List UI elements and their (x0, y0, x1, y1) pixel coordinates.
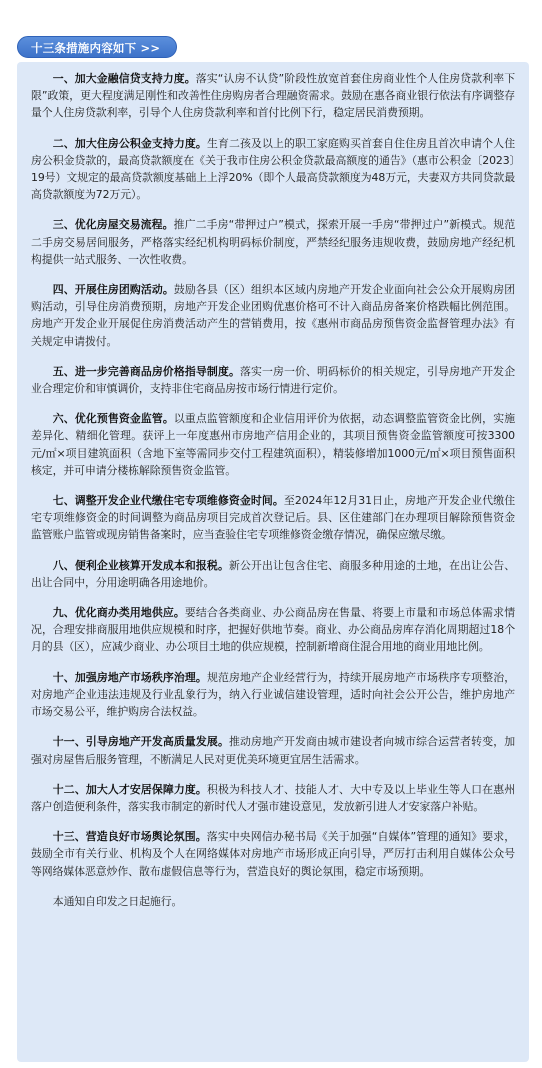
closing-statement: 本通知自印发之日起施行。 (52, 894, 183, 908)
measure-title: 三、优化房屋交易流程。 (52, 218, 174, 232)
measure-title: 九、优化商办类用地供应。 (52, 606, 185, 620)
measure-item (31, 604, 515, 656)
measure-body: 以重点监管额度和企业信用评价为依据，动态调整监管资金比例，实施差异化、精细化管理。获评上一年度惠州市房地产信用企业的，其项目预售资金监管额度可按3300元/㎡×项目建筑面积（含地下室等需同步交付工程建筑面积），精装修增加1000元/㎡×项目预售面积核定，并可申请分楼栋解除预售资金监管。 (31, 412, 515, 477)
measure-body: 至2024年12月31日止，房地产开发企业代缴住宅专项维修资金的时间调整为商品房项目完成首次登记后。县、区住建部门在办理项目解除预售资金监管账户监管或现房销售备案时，应当查验住宅专项维修资金缴存情况，确保应缴尽缴。 (31, 494, 515, 542)
measure-title: 十三、营造良好市场舆论氛围。 (52, 830, 207, 844)
measure-body: 推动房地产开发商由城市建设者向城市综合运营者转变，加强对房屋售后服务管理，不断满足人民对更优美环境更宜居生活需求。 (31, 735, 516, 766)
measure-title: 十二、加大人才安居保障力度。 (52, 782, 207, 796)
measure-item (31, 410, 515, 479)
measure-body: 落实一房一价、明码标价的相关规定，引导房地产开发企业合理定价和审慎调价，支持非住宅商品房按市场行情进行定价。 (31, 364, 515, 396)
measure-body: 推广二手房“带押过户”模式，探索开展一手房“带押过户”新模式。规范二手房交易居间服务，严格落实经纪机构明码标价制度，严禁经纪服务违规收费，鼓励房地产经纪机构提供一站式服务、一次性收费。 (31, 218, 515, 266)
measure-item (31, 70, 515, 122)
measure-title: 五、进一步完善商品房价格指导制度。 (52, 364, 240, 378)
measure-title: 一、加大金融信贷支持力度。 (52, 72, 196, 85)
measure-body: 要结合各类商业、办公商品房在售量、将要上市量和市场总体需求情况，合理安排商服用地供应规模和时序，把握好供地节奏。商业、办公商品房库存消化周期超过18个月的县（区），应减少商业、办公项目土地的供应规模，控制新增商住混合用地的商业用地比例。 (31, 606, 515, 654)
measure-item (31, 828, 515, 880)
measure-title: 七、调整开发企业代缴住宅专项维修资金时间。 (52, 494, 284, 508)
measure-item (31, 669, 515, 721)
measure-title: 十一、引导房地产开发高质量发展。 (52, 735, 229, 749)
measure-title: 十、加强房地产市场秩序治理。 (52, 670, 207, 684)
measure-body: 落实“认房不认贷”阶段性放宽首套住房商业性个人住房贷款利率下限”政策，更大程度满足刚性和改善性住房购房者合理融资需求。鼓励在惠各商业银行依法有序调整存量个人住房贷款利率，引导个人住房贷款利率和首付比例下行，稳定居民消费预期。 (31, 72, 515, 120)
measure-item (31, 281, 515, 350)
measure-item (31, 781, 515, 815)
measure-title: 二、加大住房公积金支持力度。 (52, 136, 207, 150)
measure-title: 八、便利企业核算开发成本和报税。 (52, 558, 229, 572)
measure-body: 鼓励各县（区）组织本区域内房地产开发企业面向社会公众开展购房团购活动，引导住房消费预期，房地产开发企业团购优惠价格可不计入商品房备案价格跌幅比例范围。房地产开发企业开展促住房消费活动产生的营销费用，按《惠州市商品房预售资金监督管理办法》有关规定申请拨付。 (31, 283, 515, 348)
measure-body: 新公开出让包含住宅、商服多种用途的土地，在出让公告、出让合同中，分用途明确各用途地价。 (31, 558, 516, 589)
measure-item (31, 492, 515, 544)
measure-body: 积极为科技人才、技能人才、大中专及以上毕业生等人口在惠州落户创造便利条件，落实我市制定的新时代人才强市建设意见，发放新引进人才安家落户补贴。 (31, 782, 515, 813)
banner-label: 十三条措施内容如下 >> (31, 41, 161, 55)
measure-item (31, 135, 515, 204)
measure-body: 落实中央网信办秘书局《关于加强“自媒体”管理的通知》要求，鼓励全市有关行业、机构及个人在网络媒体对房地产市场形成正向引导，严厉打击利用自媒体公众号等网络媒体恶意炒作、散布虚假信息等行为，营造良好的舆论氛围，稳定市场预期。 (31, 830, 515, 878)
measure-body: 规范房地产企业经营行为，持续开展房地产市场秩序专项整治，对房地产企业违法违规及行业乱象行为，纳入行业诚信建设管理，适时向社会公开公告，维护房地产市场交易公平，维护购房合法权益。 (31, 670, 515, 719)
measure-item (31, 733, 515, 767)
measure-item (31, 216, 515, 268)
measure-item (31, 363, 515, 397)
content-panel (17, 62, 529, 1062)
section-banner (17, 36, 177, 58)
measure-item (31, 557, 515, 591)
measure-title: 六、优化预售资金监管。 (52, 412, 174, 426)
measure-body: 生育二孩及以上的职工家庭购买首套自住住房且首次申请个人住房公积金贷款的，最高贷款额度在《关于我市住房公积金贷款最高额度的通告》（惠市公积金〔2023〕19号）文规定的最高贷款额度基础上上浮20%（即个人最高贷款额度为48万元，夫妻双方共同贷款最高贷款额度为72万元）。 (31, 136, 515, 202)
measure-title: 四、开展住房团购活动。 (52, 283, 174, 297)
